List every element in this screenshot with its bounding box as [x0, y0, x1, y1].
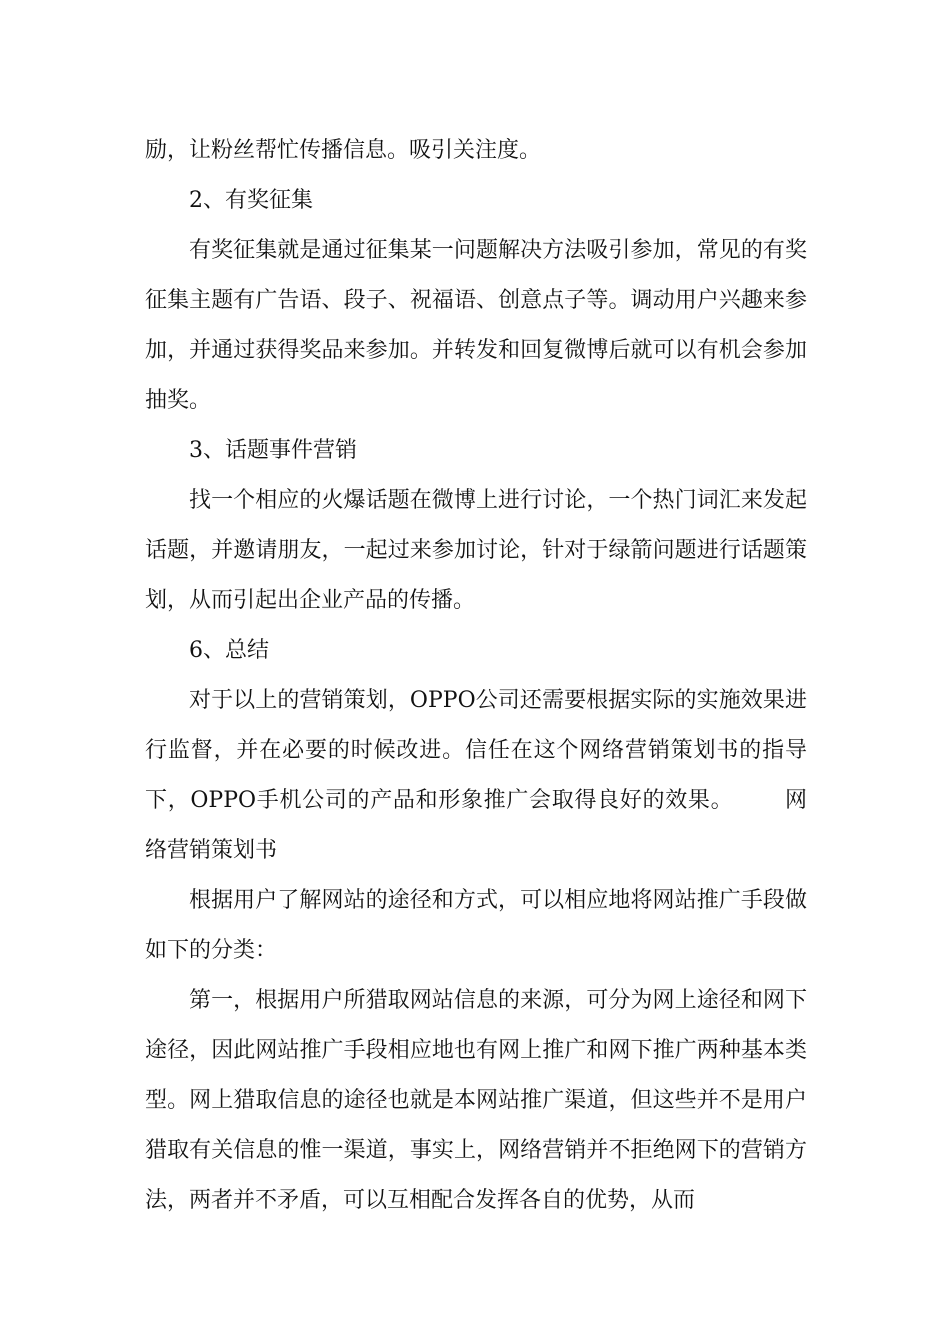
- paragraph-continuation: 励，让粉丝帮忙传播信息。吸引关注度。: [145, 138, 542, 163]
- document-body: [145, 126, 807, 1226]
- paragraph-summary: [145, 676, 807, 876]
- paragraph-topic-marketing: 找一个相应的火爆话题在微博上进行讨论，一个热门词汇来发起话题，并邀请朋友，一起过来参加讨论，针对于绿箭问题进行话题策划，从而引起出企业产品的传播。: [145, 488, 807, 613]
- paragraph-classification: 根据用户了解网站的途径和方式，可以相应地将网站推广手段做如下的分类：: [145, 888, 807, 963]
- section-heading-prize-collection: 2、有奖征集: [189, 188, 313, 213]
- section-heading-topic-marketing: 3、话题事件营销: [189, 438, 357, 463]
- paragraph-prize-collection: 有奖征集就是通过征集某一问题解决方法吸引参加，常见的有奖征集主题有广告语、段子、祝福语、创意点子等。调动用户兴趣来参加，并通过获得奖品来参加。并转发和回复微博后就可以有机会参加抽奖。: [145, 238, 807, 413]
- paragraph-first-point: 第一，根据用户所猎取网站信息的来源，可分为网上途径和网下途径，因此网站推广手段相应地也有网上推广和网下推广两种基本类型。网上猎取信息的途径也就是本网站推广渠道，但这些并不是用户猎取有关信息的惟一渠道，事实上，网络营销并不拒绝网下的营销方法，两者并不矛盾，可以互相配合发挥各自的优势，从而: [145, 988, 807, 1213]
- plan-title-text: 网络营销策划书: [145, 788, 807, 863]
- section-heading-summary: 6、总结: [189, 638, 269, 663]
- summary-text: 对于以上的营销策划，OPPO公司还需要根据实际的实施效果进行监督，并在必要的时候改进。信任在这个网络营销策划书的指导下，OPPO手机公司的产品和形象推广会取得良好的效果。: [145, 688, 807, 813]
